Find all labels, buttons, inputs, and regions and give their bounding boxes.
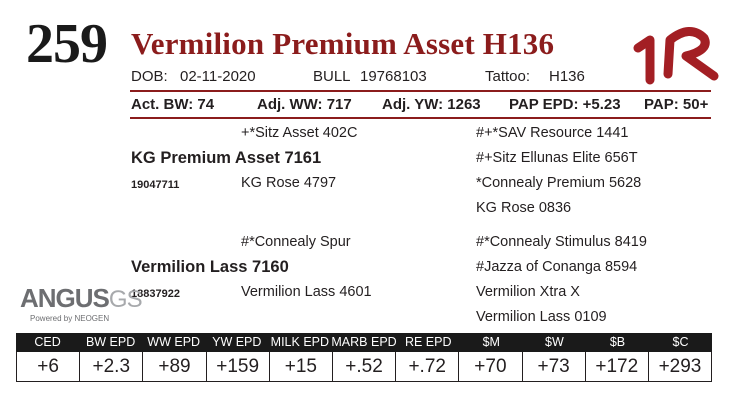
epd-value-cell: +293	[649, 352, 712, 382]
dam-dam-sire: Vermilion Xtra X	[476, 284, 580, 300]
epd-header-cell: WW EPD	[147, 335, 201, 349]
epd-value-cell: +2.3	[80, 352, 143, 382]
sire-dam-sire: *Connealy Premium 5628	[476, 175, 642, 191]
epd-value-cell: +15	[270, 352, 333, 382]
registration-number: 19768103	[360, 68, 427, 85]
tattoo-label: Tattoo:	[485, 68, 531, 85]
sire-name: KG Premium Asset 7161	[131, 149, 322, 167]
dam-name: Vermilion Lass 7160	[131, 258, 289, 276]
epd-value-cell: +73	[523, 352, 586, 382]
vr-brand-icon	[630, 18, 720, 88]
epd-header-cell: RE EPD	[404, 335, 452, 349]
dam-dam: Vermilion Lass 4601	[241, 284, 372, 300]
epd-header-row	[16, 333, 712, 352]
tattoo-value: H136	[549, 68, 585, 85]
dam-sire-dam: #Jazza of Conanga 8594	[476, 259, 638, 275]
sire-dam: KG Rose 4797	[241, 175, 337, 191]
sire-sire: +*Sitz Asset 402C	[241, 125, 358, 141]
dam-sire: #*Connealy Spur	[241, 234, 351, 250]
epd-header-cell: $B	[609, 335, 626, 349]
angus-logo-text: ANGUS	[20, 283, 109, 313]
dam-dam-dam: Vermilion Lass 0109	[476, 309, 607, 325]
divider-bottom	[130, 117, 711, 119]
sire-sire-dam: #+Sitz Ellunas Elite 656T	[476, 150, 638, 166]
adjusted-yw: Adj. YW: 1263	[382, 96, 481, 113]
epd-header-cell: $W	[545, 335, 564, 349]
pap-epd: PAP EPD: +5.23	[509, 96, 621, 113]
epd-header-cell: $M	[482, 335, 500, 349]
divider-top	[130, 90, 711, 92]
sire-dam-dam: KG Rose 0836	[476, 200, 572, 216]
epd-value-cell: +172	[586, 352, 649, 382]
sire-registration: 19047711	[131, 179, 180, 191]
sire-sire-sire: #+*SAV Resource 1441	[476, 125, 629, 141]
epd-values-row	[16, 352, 712, 382]
epd-value-cell: +.52	[333, 352, 396, 382]
epd-header-cell: BW EPD	[85, 335, 136, 349]
dob-label: DOB:	[131, 68, 168, 85]
dob-value: 02-11-2020	[180, 68, 256, 85]
epd-value-cell: +89	[143, 352, 206, 382]
epd-value-cell: +6	[17, 352, 80, 382]
epd-value-cell: +159	[207, 352, 270, 382]
epd-header-cell: YW EPD	[212, 335, 262, 349]
epd-header-cell: MILK EPD	[270, 335, 330, 349]
epd-header-cell: MARB EPD	[331, 335, 397, 349]
adjusted-ww: Adj. WW: 717	[257, 96, 352, 113]
actual-bw: Act. BW: 74	[131, 96, 215, 113]
sex-label: BULL	[313, 68, 351, 85]
epd-value-cell: +70	[459, 352, 522, 382]
angus-gs-logo	[20, 283, 142, 328]
epd-table	[16, 333, 712, 382]
powered-by-text: Powered by NEOGEN	[30, 314, 110, 323]
lot-number: 259	[26, 13, 107, 75]
dam-registration: 18837922	[131, 288, 180, 300]
epd-header-cell: CED	[34, 335, 61, 349]
dam-sire-sire: #*Connealy Stimulus 8419	[476, 234, 647, 250]
animal-name: Vermilion Premium Asset H136	[131, 26, 555, 61]
pap-value: PAP: 50+	[644, 96, 709, 113]
epd-value-cell: +.72	[396, 352, 459, 382]
epd-header-cell: $C	[672, 335, 689, 349]
angus-gs-text: GS	[108, 286, 142, 313]
